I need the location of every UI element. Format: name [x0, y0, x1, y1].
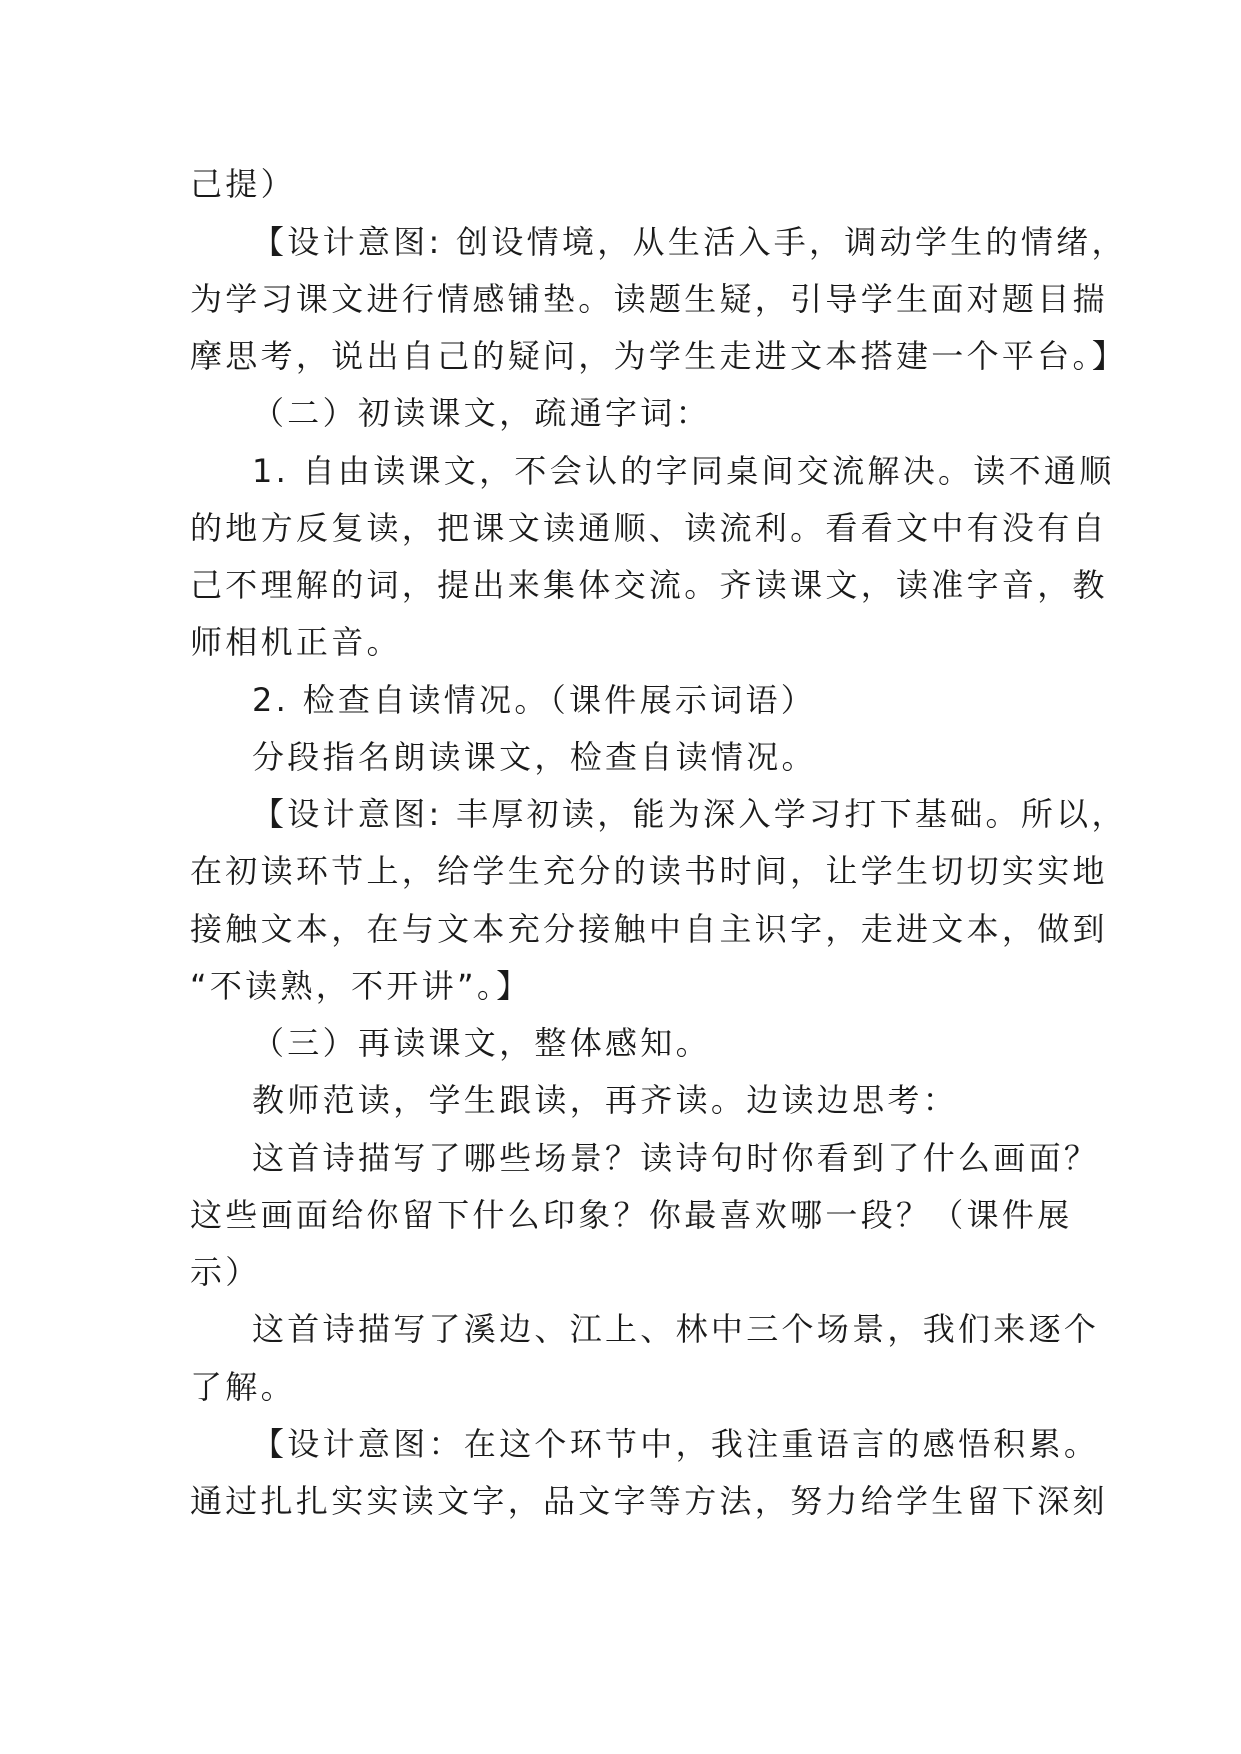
text-line: 这些画面给你留下什么印象？你最喜欢哪一段？（课件展 — [190, 1196, 1073, 1234]
text-line: “不读熟，不开讲”。】 — [190, 967, 532, 1005]
section-heading: （二）初读课文，疏通字词： — [252, 394, 711, 432]
text-line: 示） — [190, 1253, 261, 1291]
text-line: 己提） — [190, 165, 296, 203]
text-line: 【设计意图: 丰厚初读，能为深入学习打下基础。所以， — [252, 795, 1127, 833]
text-line: 【设计意图：在这个环节中，我注重语言的感悟积累。 — [252, 1425, 1100, 1463]
text-line: 师相机正音。 — [190, 623, 402, 661]
text-line: 摩思考，说出自己的疑问，为学生走进文本搭建一个平台。】 — [190, 337, 1128, 375]
text-line: 这首诗描写了溪边、江上、林中三个场景，我们来逐个 — [252, 1310, 1100, 1348]
text-line: 接触文本，在与文本充分接触中自主识字，走进文本，做到 — [190, 910, 1108, 948]
text-line: 这首诗描写了哪些场景？读诗句时你看到了什么画面？ — [252, 1139, 1100, 1177]
text-line: 在初读环节上，给学生充分的读书时间，让学生切切实实地 — [190, 852, 1108, 890]
text-line: 为学习课文进行情感铺垫。读题生疑，引导学生面对题目揣 — [190, 280, 1108, 318]
text-line: 通过扎扎实实读文字，品文字等方法，努力给学生留下深刻 — [190, 1482, 1108, 1520]
text-line: 教师范读，学生跟读，再齐读。边读边思考： — [252, 1081, 959, 1119]
text-line: 2. 检查自读情况。（课件展示词语） — [252, 681, 817, 719]
text-line: 了解。 — [190, 1368, 296, 1406]
section-heading: （三）再读课文，整体感知。 — [252, 1024, 711, 1062]
text-line: 己不理解的词，提出来集体交流。齐读课文，读准字音，教 — [190, 566, 1108, 604]
text-line: 分段指名朗读课文，检查自读情况。 — [252, 738, 817, 776]
text-line: 【设计意图: 创设情境，从生活入手，调动学生的情绪， — [252, 223, 1127, 261]
text-line: 的地方反复读，把课文读通顺、读流利。看看文中有没有自 — [190, 509, 1108, 547]
text-line: 1. 自由读课文，不会认的字同桌间交流解决。读不通顺 — [252, 452, 1115, 490]
